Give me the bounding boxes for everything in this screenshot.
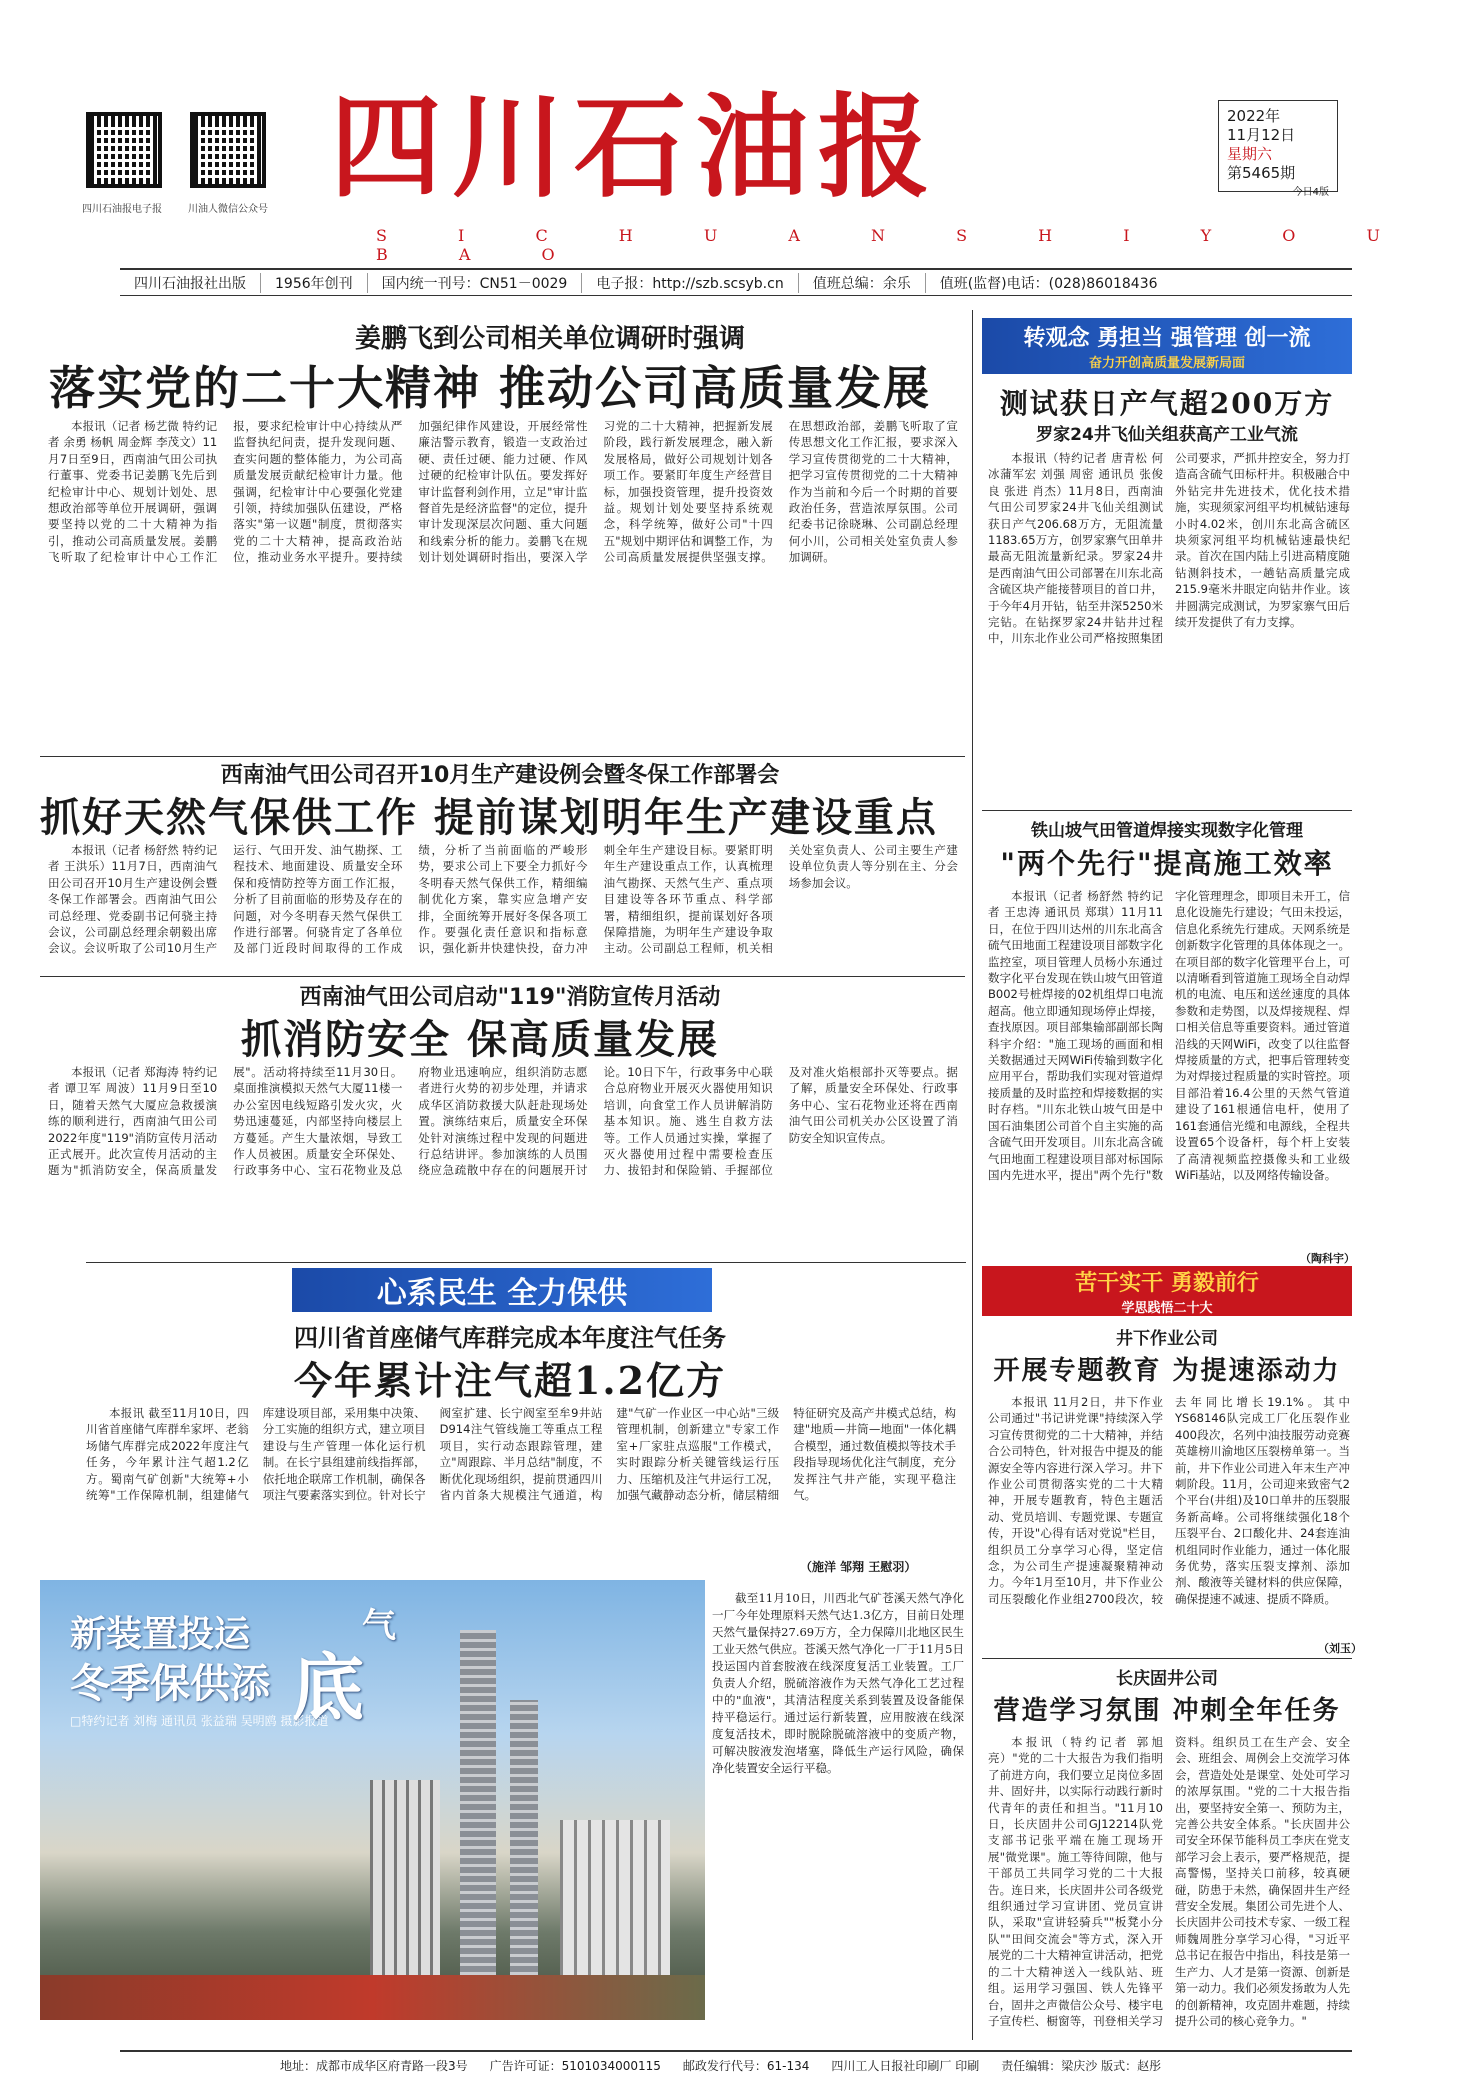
photo-credit: □特约记者 刘梅 通讯员 张益瑞 吴明鸥 摄影报道 — [70, 1714, 329, 1728]
article1-body — [48, 418, 958, 751]
right3-kicker: 井下作业公司 — [1116, 1329, 1218, 1349]
cn-number: 国内统一刊号：CN51－0029 — [368, 273, 583, 293]
weekday: 星期六 — [1227, 145, 1273, 163]
banner-transform-sub: 奋力开创高质量发展新局面 — [1088, 356, 1245, 371]
article1-text: 本报讯（记者 杨艺微 特约记者 余勇 杨帆 周金辉 李茂文）11月7日至9日，西南油气田公司执行董事、党委书记姜鹏飞先后到纪检审计中心、规划计划处、思想政治部等单位开展调研，强调要坚持以党的二十大精神为指引，推动公司高质量发展。姜鹏飞听取了纪检审计中心工作汇报，要求纪检审计中心持续从严监督执纪问责，提升发现问题、查实问题的整体能力，为公司高质量发展贡献纪检审计力量。他强调，纪检审计中心要强化党建引领，持续加强队伍建设，严格落实"第一议题"制度，贯彻落实党的二十大精神，提高政治站位，推动业务水平提升。要持续加强纪律作风建设，开展经常性廉洁警示教育，锻造一支政治过硬、责任过硬、能力过硬、作风过硬的纪检审计队伍。要发挥好审计监督利剑作用，立足"审计监督首先是经济监督"的定位，提升审计发现深层次问题、重大问题和线索分析的能力。姜鹏飞在规划计划处调研时指出，要深入学习党的二十大精神，把握新发展阶段，践行新发展理念，融入新发展格局，做好公司规划计划各项工作。要紧盯年度生产经营目标，加强投资管理，提升投资效益。规划计划处要坚持系统观念，科学统筹，做好公司"十四五"规划中期评估和调整工作，为公司高质量发展提供坚强支撑。在思想政治部，姜鹏飞听取了宣传思想文化工作汇报，要求深入学习宣传贯彻党的二十大精神，把学习宣传贯彻党的二十大精神作为当前和今后一个时期的首要政治任务，营造浓厚氛围。公司纪委书记徐晓琳、公司副总经理何小川，公司相关处室负责人参加调研。 — [48, 419, 958, 565]
footer-editors: 责任编辑：梁庆沙 版式：赵彤 — [1001, 2058, 1162, 2073]
right2-author: （陶科宇） — [1300, 1252, 1355, 1265]
qr-code-wechat[interactable] — [190, 112, 266, 188]
divider — [982, 1658, 1352, 1659]
founded: 1956年创刊 — [261, 273, 368, 293]
article4-headline: 今年累计注气超1.2亿方 — [293, 1358, 727, 1403]
footer — [120, 2050, 1352, 2078]
divider — [40, 756, 965, 757]
article3-body — [48, 1064, 958, 1249]
banner-livelihood — [292, 1268, 712, 1312]
photo-title-small: 气 — [362, 1606, 396, 1646]
right1-body — [988, 450, 1350, 805]
article2-text: 本报讯（记者 杨舒然 特约记者 王洪乐）11月7日，西南油气田公司召开10月生产建设例会暨冬保工作部署会。西南油气田公司总经理、党委副书记何骁主持会议，公司副总经理余朝毅出席会议。会议听取了公司10月生产运行、气田开发、油气勘探、工程技术、地面建设、质量安全环保和疫情防控等方面工作汇报，分析了目前面临的形势及存在的问题，对今冬明春天然气保供工作进行部署。何骁肯定了各单位及部门近段时间取得的工作成绩，分析了当前面临的严峻形势，要求公司上下要全力抓好今冬明春天然气保供工作，精细编制优化方案，靠实应急增产安排，全面统筹开展好冬保各项工作。要强化责任意识和指标意识，强化新井快建快投，奋力冲刺全年生产建设目标。要紧盯明年生产建设重点工作，认真梳理油气勘探、天然气生产、重点项目建设等各环节重点、科学部署，精细组织，提前谋划好各项保障措施，为明年生产建设争取主动。公司副总工程师，机关相关处室负责人、公司主要生产建设单位负责人等分别在主、分会场参加会议。 — [48, 843, 958, 956]
date-day: 11月12日 — [1227, 126, 1296, 144]
hotline: 值班(监督)电话：(028)86018436 — [939, 275, 1158, 292]
right2-text: 本报讯（记者 杨舒然 特约记者 王忠涛 通讯员 郑琪）11月11日，在位于四川达州的川东北高含硫气田地面工程建设项目部数字化监控室，项目管理人员杨小东通过数字化平台发现在铁山坡气田管道B002号桩焊接的02机组焊口电流超高。他立即通知现场停止焊接，查找原因。项目部集输部副部长陶科宇介绍："施工现场的画面和相关数据通过天网WiFi传输到数字化应用平台，帮助我们实现对管道焊接质量的及时监控和焊接数据的实时存档。"川东北铁山坡气田是中国石油集团公司首个自主实施的高含硫气田开发项目。川东北高含硫气田地面工程建设项目部对标国际国内先进水平，提出"两个先行"数字化管理理念，即项目未开工，信息化设施先行建设；气田未投运，信息化系统先行建成。天网系统是创新数字化管理的具体体现之一。在项目部的数字化管理平台上，可以清晰看到管道施工现场全自动焊机的电流、电压和送丝速度的具体参数和走势图，以及焊接规程、焊口相关信息等重要资料。通过管道沿线的天网WiFi，改变了以往监督焊接质量的方式，把事后管理转变为对焊接过程质量的实时管控。项目部沿着16.4公里的天然气管道建设了161根通信电杆，使用了161套通信光缆和电源线，全程共设置65个设备杆，每个杆上安装了高清视频监控摄像头和工业级WiFi基站，以及网络传输设备。 — [988, 889, 1350, 1182]
publisher: 四川石油报社出版 — [120, 273, 261, 293]
right2-headline: "两个先行"提高施工效率 — [1000, 847, 1334, 880]
photo-title-line1: 新装置投运 — [70, 1613, 251, 1655]
footer-address: 地址：成都市成华区府青路一段3号 — [280, 2058, 468, 2073]
right4-text: 本报讯（特约记者 郭旭亮）"党的二十大报告为我们指明了前进方向，我们要立足岗位多固井、固好井，以实际行动践行新时代青年的责任和担当。"11月10日，长庆固井公司GJ12214队党支部书记张平端在施工现场开展"微党课"。施工等待间隙，他与干部员工共同学习党的二十大报告。连日来，长庆固井公司各级党组织通过学习宣讲团、党员宣讲队，采取"宣讲轻骑兵""板凳小分队""田间交流会"等方式，深入开展党的二十大精神宣讲活动，把党的二十大精神送入一线队站、班组。运用学习强国、铁人先锋平台，固井之声微信公众号、楼宇电子宣传栏、橱窗等，刊登相关学习资料。组织员工在生产会、安全会、班组会、周例会上交流学习体会，营造处处是课堂、处处可学习的浓厚氛围。"党的二十大报告指出，要坚持安全第一、预防为主，完善公共安全体系。"长庆固井公司安全环保节能科员工李庆在党支部学习会上表示，要严格规范，提高警惕，坚持关口前移，较真硬碰，防患于未然，确保固井生产经营安全发展。集团公司先进个人、长庆固井公司技术专家、一级工程师魏周胜分享学习心得，"习近平总书记在报告中指出，科技是第一生产力、人才是第一资源、创新是第一动力。我们必须发扬敢为人先的创新精神，攻克固井难题，持续提升公司的核心竞争力。" — [988, 1735, 1350, 2028]
scaffold-frame — [370, 1780, 440, 1990]
photo-caption: 截至11月10日，川西北气矿苍溪天然气净化一厂今年处理原料天然气达1.3亿方，目前日处理天然气量保持27.69万方，全力保障川北地区民生工业天然气供应。苍溪天然气净化一厂于11月5日投运国内首套胺液在线深度复活工业装置。工厂负责人介绍，脱硫溶液作为天然气净化工艺过程中的"血液"，其清洁程度关系到装置及设备能保持平稳运行。通过运行新装置，应用胺液在线深度复活技术，即时脱除脱硫溶液中的变质产物，可解决胺液发泡堵塞，降低生产运行风险，确保净化装置安全运行平稳。 — [712, 1591, 964, 1775]
banner-transform — [982, 318, 1352, 374]
footer-postal: 邮政发行代号：61-134 — [682, 2058, 810, 2073]
newspaper-pinyin: S I C H U A N S H I Y O U B A O — [376, 226, 1413, 264]
article4-body — [86, 1405, 956, 1555]
banner-livelihood-text: 心系民生 全力保供 — [376, 1276, 628, 1311]
date-box — [1218, 100, 1338, 198]
article2-kicker: 西南油气田公司召开10月生产建设例会暨冬保工作部署会 — [220, 763, 780, 788]
right3-author: （刘玉） — [1318, 1642, 1362, 1655]
duty-editor: 值班总编：余乐 — [799, 273, 926, 293]
date-year: 2022年 — [1227, 107, 1281, 125]
article3-text: 本报讯（记者 郑海涛 特约记者 谭卫军 周波）11月9日至10日，随着天然气大厦应急救援演练的顺利进行，西南油气田公司2022年度"119"消防宣传月活动正式展开。此次宣传月活动的主题为"抓消防安全，保高质量发展"。活动将持续至11月30日。桌面推演模拟天然气大厦11楼一办公室因电线短路引发火灾，火势迅速蔓延，内部坚持向楼层上方蔓延。产生大量浓烟，导致工作人员被困。质量安全环保处、行政事务中心、宝石花物业及总府物业迅速响应，组织消防志愿者进行火势的初步处理，并请求成华区消防救援大队赶赴现场处置。演练结束后，质量安全环保处针对演练过程中发现的问题进行总结讲评。参加演练的人员围绕应急疏散中存在的问题展开讨论。10日下午，行政事务中心联合总府物业开展灭火器使用知识培训，向食堂工作人员讲解消防基本知识。施、逃生自救方法等。工作人员通过实操，掌握了灭火器使用过程中需要检查压力、拔铅封和保险销、手握部位及对准火焰根部扑灭等要点。据了解，质量安全环保处、行政事务中心、宝石花物业还将在西南油气田公司机关办公区设置了消防安全知识宣传点。 — [48, 1065, 958, 1178]
photo-title-big: 底 — [292, 1645, 365, 1730]
right4-headline: 营造学习氛围 冲刺全年任务 — [993, 1696, 1341, 1726]
right3-headline: 开展专题教育 为提速添动力 — [993, 1356, 1341, 1386]
photo-title-line2: 冬季保供添 — [70, 1660, 270, 1707]
article2-headline: 抓好天然气保供工作 提前谋划明年生产建设重点 — [40, 794, 938, 841]
distillation-tower — [510, 1700, 538, 1990]
banner-transform-title: 转观念 勇担当 强管理 创一流 — [1023, 326, 1311, 351]
scaffold-frame — [560, 1820, 670, 1990]
article1-kicker: 姜鹏飞到公司相关单位调研时强调 — [354, 324, 745, 354]
divider — [982, 810, 1352, 811]
article3-headline: 抓消防安全 保高质量发展 — [241, 1016, 719, 1063]
banner-hardwork-sub: 学思践悟二十大 — [1121, 1301, 1213, 1316]
right1-sub: 罗家24井飞仙关组获高产工业气流 — [1036, 425, 1298, 445]
web-link[interactable]: 电子报：http://szb.scsyb.cn — [582, 273, 798, 293]
page-count: 今日4版 — [1292, 187, 1329, 198]
right4-body — [988, 1734, 1350, 2040]
divider — [40, 976, 965, 977]
plant-ground — [40, 1975, 705, 2020]
article4-kicker: 四川省首座储气库群完成本年度注气任务 — [294, 1324, 726, 1352]
banner-hardwork — [982, 1266, 1352, 1316]
right2-body — [988, 888, 1350, 1250]
article4-text: 本报讯 截至11月10日，四川省首座储气库群牟家坪、老翁场储气库群完成2022年度注气任务，今年累计注气超1.2亿方。蜀南气矿创新"大统筹+小统筹"工作保障机制，组建储气库建设项目部，采用集中决策、分工实施的组织方式，建立项目建设与生产管理一体化运行机制。在长宁县组建前线指挥部，依托地企联席工作机制，确保各项注气要素落实到位。针对长宁阀室扩建、长宁阀室至牟9井站D914注气管线施工等重点工程项目，实行动态跟踪管理，建立"周跟踪、半月总结"制度，不断优化现场组织，提前贯通四川省内首条大规模注气通道，构建"气矿一作业区一中心站"三级管理机制，创新建立"专家工作室+厂家驻点巡服"工作模式，实时跟踪分析关键管线运行压力、压缩机及注气井运行工况，加强气藏静动态分析，储层精细特征研究及高产井模式总结，构建"地质—井筒—地面"一体化耦合模型，通过数值模拟等技术手段指导现场优化注气制度，充分发挥注气井产能，实现平稳注气。 — [86, 1406, 956, 1503]
article4-author: （施洋 邹翔 王慰羽） — [800, 1560, 917, 1574]
right1-headline: 测试获日产气超200万方 — [999, 387, 1335, 420]
column-divider — [972, 310, 973, 2040]
right3-text: 本报讯 11月2日，井下作业公司通过"书记讲党课"持续深入学习宣传贯彻党的二十大精神，并结合公司特色，针对报告中提及的能源安全等内容进行深入学习。井下作业公司贯彻落实党的二十大精神，开展专题教育，特色主题活动、党员培训、专题党课、专题宣传，开设"心得有话对党说"栏目，组织员工分享学习心得，坚定信念，为公司生产提速凝聚精神动力。今年1月至10月，井下作业公司压裂酸化作业组2700段次，较去年同比增长19.1%。其中YS68146队完成工厂化压裂作业400段次，名列中油技服劳动竞赛英雄榜川渝地区压裂榜单第一。当前，井下作业公司进入年末生产冲刺阶段。11月，公司迎来致密气2个平台(井组)及10口单井的压裂服务新高峰。公司将继续强化18个压裂平台、2口酸化井、24套连油机组同时作业能力，通过一体化服务优势，落实压裂支撑剂、添加剂、酸液等关键材料的供应保障，确保提速不减速、提质不降质。 — [988, 1395, 1350, 1606]
right2-kicker: 铁山坡气田管道焊接实现数字化管理 — [1031, 821, 1303, 841]
right3-body — [988, 1394, 1350, 1640]
qr-code-epaper[interactable] — [86, 112, 162, 188]
issue-number: 第5465期 — [1227, 164, 1296, 182]
right4-kicker: 长庆固井公司 — [1116, 1669, 1218, 1689]
qr2-caption: 川油人微信公众号 — [188, 204, 268, 215]
right1-text: 本报讯（特约记者 唐青松 何冰蒲军宏 刘强 周密 通讯员 张俊良 张进 肖杰）11月8日，西南油气田公司罗家24井飞仙关组测试获日产气206.68万方，无阻流量1183.65万方，创罗家寨气田单井最高无阻流量新纪录。罗家24井是西南油气田公司部署在川东北高含硫区块产能接替项目的首口井，于今年4月开钻，钻至井深5250米完钻。在钻探罗家24井钻井过程中，川东北作业公司严格按照集团公司要求，严抓井控安全，努力打造高含硫气田标杆井。积极融合中外钻完井先进技术，优化技术措施，实现须家河组平均机械钻速每小时4.02米，创川东北高含硫区块须家河组平均机械钻速最快纪录。首次在国内陆上引进高精度随钻测斜技术，一趟钻高质量完成215.9毫米井眼定向钻井作业。该井圆满完成测试，为罗家寨气田后续开发提供了有力支撑。 — [988, 451, 1350, 646]
article2-body — [48, 842, 958, 972]
footer-license: 广告许可证：5101034000115 — [489, 2058, 661, 2073]
divider — [86, 1262, 966, 1263]
footer-printer: 四川工人日报社印刷厂 印刷 — [831, 2058, 980, 2073]
newspaper-title: 四川石油报 — [330, 82, 940, 213]
article1-headline: 落实党的二十大精神 推动公司高质量发展 — [48, 361, 931, 415]
distillation-tower — [460, 1630, 496, 1990]
banner-hardwork-title: 苦干实干 勇毅前行 — [1075, 1271, 1259, 1296]
qr1-caption: 四川石油报电子报 — [82, 204, 162, 215]
article3-kicker: 西南油气田公司启动"119"消防宣传月活动 — [299, 985, 721, 1010]
info-bar — [120, 268, 1352, 296]
